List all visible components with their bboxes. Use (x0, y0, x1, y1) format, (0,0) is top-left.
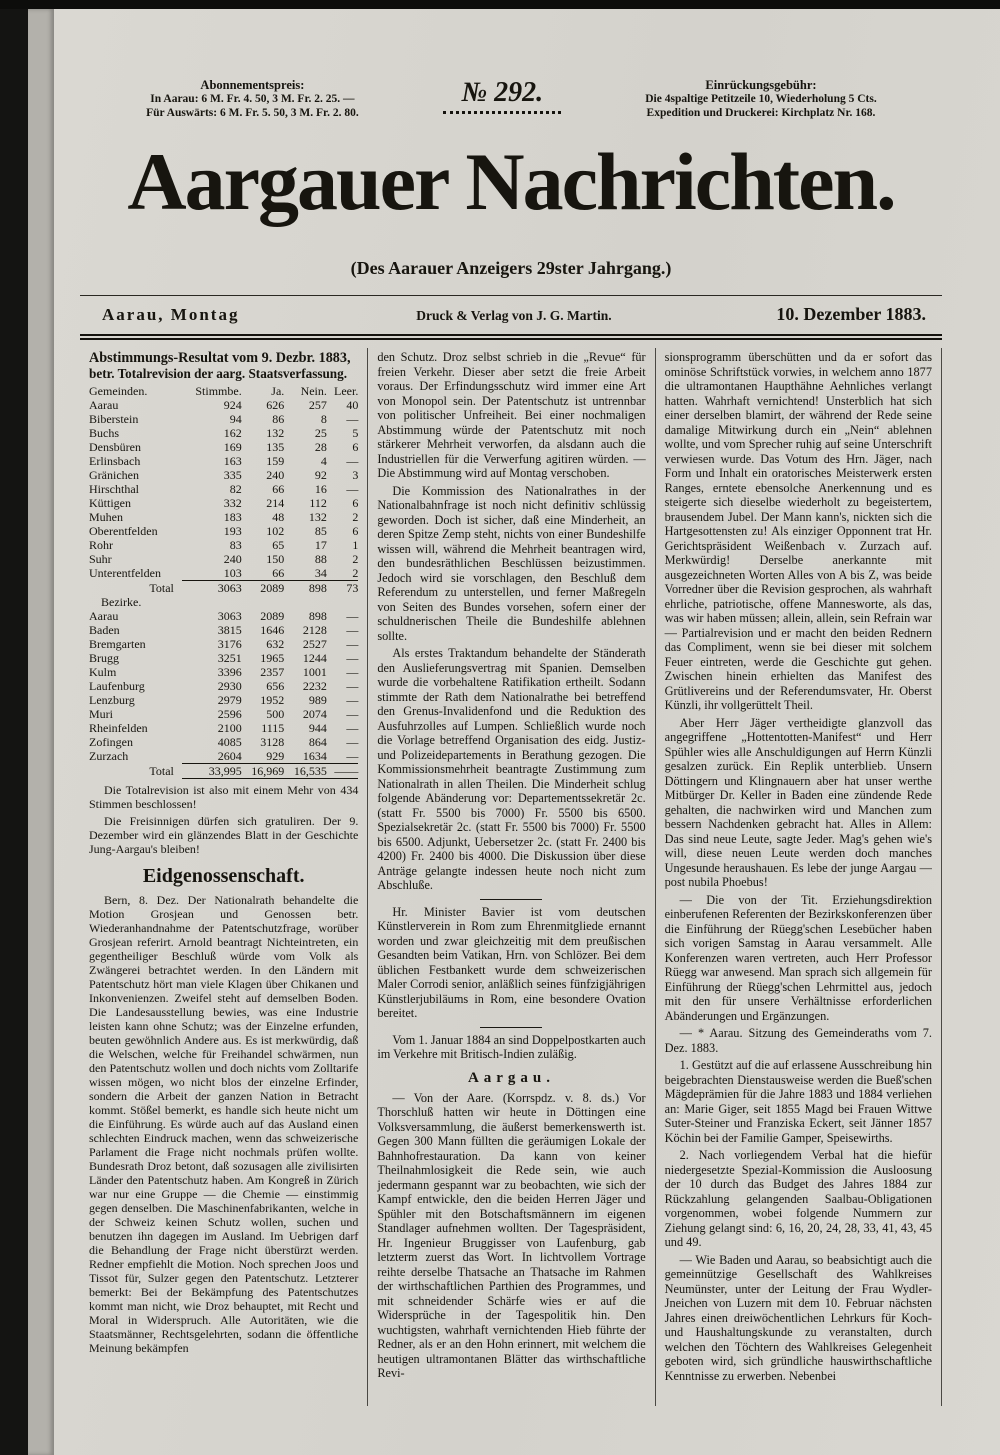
cell-value: 16,969 (242, 764, 285, 779)
cell-value: 4 (320, 454, 327, 468)
cell-value: 102 (266, 524, 285, 538)
cell-value: 500 (266, 707, 285, 721)
cell-value: 135 (266, 440, 285, 454)
cell-value: 2232 (302, 679, 327, 693)
cell-label: Rheinfelden (89, 721, 148, 735)
group-label: Bezirke. (101, 595, 142, 609)
cell-label: Rohr (89, 538, 113, 552)
insertion-fee-line: Die 4spaltige Petitzeile 10, Wiederholung 5 Cts. (645, 93, 877, 105)
cell-value: 2930 (217, 679, 242, 693)
cell-value: 4085 (217, 735, 242, 749)
cell-value: 48 (272, 510, 285, 524)
paragraph: den Schutz. Droz selbst schrieb in die „Revue“ für freien Verkehr. Dieser aber setzt die freie Arbeit voraus. Der Erfindungsschutz wird immer eine Art von Monopol sein. Der Patentschutz ist untrennbar von politischer Unfreiheit. Bei einer nochmaligen Abstimmung würde der Patentschutz mit noch stärkerer Mehrheit verworfen, da alsdann auch die Industriellen für die Verwerfung agitiren würden. — Die Abstimmung wird auf Montag verschoben. (377, 350, 646, 480)
cell-value: 2074 (302, 707, 327, 721)
cell-label: Oberentfelden (89, 524, 158, 538)
table-row (89, 651, 358, 665)
total-row (89, 764, 358, 779)
cell-label: Muhen (89, 510, 123, 524)
paragraph: sionsprogramm überschütten und da er sofort das ominöse Schriftstück vorwies, in welchem anno 1877 die ultramontanen Haupthähne Aehnliches verlangt hatten. Wahrhaft vernichtend! Unsterblich hat sich einer derselben blamirt, der während der Rede seine damalige Mitwirkung durch ein „Nein“ ablehnen wollte, und vom Sprecher ruhig auf seine Unterschrift verwiesen wurde. Das Votum des Hrn. Jäger, nach Form und Inhalt ein oratorisches Meisterwerk ersten Ranges, erntete ebensolche Anerkennung und es steigerte sich dieselbe wiederholt zu begeistertem, brausendem Jubel. Der Mann kann's, nickten sich die Hartgesottensten zu! Als einziger Opponnent trat Hr. Gerichtspräsident Weißenbach v. Zurzach auf. Merkwürdig! Derselbe anerkannte mit ausgezeichneten Worten Alles von A bis Z, was beide Vorredner über die Revision gesprochen, als wahrhaft ehrliche, patriotische, offene Mannesworte, als das, was wir haben müssen; allein, allein, sein Refrain war — Partialrevision und er macht den beiden Rednern das Compliment, wenn sie bei dieser mit solchem Feuer eintreten, werde die Geschichte gut gehen. Zwischen hinein erhielten das Manifest des Grütlivereins und der Referendumsvater, Hr. Oberst Künzli, ihr vollgerüttelt Theil. (664, 350, 932, 712)
cell-value: 1952 (260, 693, 285, 707)
cell-value: 83 (229, 538, 242, 552)
table-row (89, 482, 358, 496)
cell-value: 3 (352, 468, 359, 482)
cell-value: 3063 (217, 609, 242, 623)
subscription-line: In Aarau: 6 M. Fr. 4. 50, 3 M. Fr. 2. 25. — (150, 93, 355, 105)
cell-value: 159 (266, 454, 285, 468)
cell-value: 2089 (242, 581, 285, 596)
subscription-block (80, 78, 425, 120)
column-header: Ja. (271, 384, 285, 398)
group-label-row (89, 595, 358, 609)
cell-value: 656 (266, 679, 285, 693)
cell-value: 33,995 (182, 764, 242, 779)
cell-value: — (346, 679, 359, 693)
table-subtitle: betr. Totalrevision der aarg. Staatsverfassung. (89, 366, 348, 381)
table-row (89, 665, 358, 679)
cell-value: — (346, 623, 359, 637)
cell-label: Buchs (89, 426, 119, 440)
column-header: Nein. (300, 384, 327, 398)
insertion-fee-block (580, 78, 942, 120)
subscription-line: Für Auswärts: 6 M. Fr. 5. 50, 3 M. Fr. 2. 80. (146, 107, 359, 119)
cell-value: 3128 (260, 735, 285, 749)
cell-value: 162 (223, 426, 242, 440)
cell-value: — (346, 482, 359, 496)
table-row (89, 623, 358, 637)
cell-label: Lenzburg (89, 693, 135, 707)
cell-value: 929 (266, 749, 285, 763)
cell-value: 3176 (217, 637, 242, 651)
results-grid (89, 384, 358, 779)
cell-value: 150 (266, 552, 285, 566)
table-row (89, 679, 358, 693)
cell-value: 240 (223, 552, 242, 566)
cell-value: — (346, 735, 359, 749)
cell-value: 2596 (217, 707, 242, 721)
cell-value: 28 (314, 440, 327, 454)
newspaper-title: Aargauer Nachrichten. (127, 136, 895, 227)
cell-value: 240 (266, 468, 285, 482)
paragraph: — Von der Aare. (Korrspdz. v. 8. ds.) Vor Thorschluß hatten wir heute in Döttingen eine Volksversammlung, die äußerst bemerkenswerth ist. Gegen 300 Mann füllten die geräumigen Lokale der Bahnhofrestauration. Da kann von keiner Theilnahmlosigkeit die Rede sein, wie auch jedermann gespannt war zu beobachten, wie sich der Kampf entwickle, den die beiden Herren Jäger und Spühler mit den Botschaftsmännern im eigenen Standlager aufnehmen wollten. Der Tagespräsident, Hr. Ingenieur Bruggisser von Laufenburg, gab letzterm zuerst das Wort. In lichtvollem Vortrage reihte derselbe Thatsache an Thatsache im Rahmen der wirthschaftlichen Parthien des Programmes, und mit schneidender Schärfe wies er auf die Widersprüche in der Tagespolitik hin. Den wuchtigsten, wahrhaft vernichtenden Hieb führte der Redner, als er an den Hohn erinnert, mit welchem die heutigen ultramontanen Blätter das wirthschaftliche Revi- (377, 1090, 646, 1380)
table-row (89, 552, 358, 566)
cell-value: 65 (272, 538, 285, 552)
column-3 (655, 348, 942, 1406)
cell-label: Densbüren (89, 440, 141, 454)
cell-label: Baden (89, 623, 120, 637)
cell-value: 944 (308, 721, 327, 735)
cell-value: 2604 (217, 749, 242, 763)
table-row (89, 749, 358, 764)
cell-value: 3396 (217, 665, 242, 679)
cell-value: — (346, 609, 359, 623)
table-row (89, 735, 358, 749)
cell-value: 1001 (302, 665, 327, 679)
table-row (89, 468, 358, 482)
cell-value: 626 (266, 398, 285, 412)
cell-value: 214 (266, 496, 285, 510)
section-heading-aargau: Aargau. (467, 1069, 556, 1086)
paragraph: Vom 1. Januar 1884 an sind Doppelpostkarten auch im Verkehre mit Britisch-Indien zuläßig. (377, 1032, 646, 1061)
cell-value: 2 (352, 552, 359, 566)
cell-label: Laufenburg (89, 679, 145, 693)
cell-value: 2 (352, 510, 359, 524)
cell-value: 2128 (302, 623, 327, 637)
cell-value: 66 (272, 482, 285, 496)
cell-label: Aarau (89, 398, 119, 412)
column-header: Leer. (334, 384, 359, 398)
cell-label: Muri (89, 707, 113, 721)
cell-label: Gränichen (89, 468, 139, 482)
scan-page-edge (28, 9, 54, 1455)
scan-top-edge (0, 0, 1000, 9)
cell-value: 17 (314, 538, 327, 552)
paragraph: Die Totalrevision ist also mit einem Mehr von 434 Stimmen beschlossen! (89, 783, 359, 811)
dateline (80, 295, 942, 340)
table-row (89, 426, 358, 440)
cell-value: 2 (352, 566, 359, 580)
paragraph: Die Freisinnigen dürfen sich gratuliren. Der 9. Dezember wird ein glänzendes Blatt in der Geschichte Jung-Aargau's bleiben! (89, 814, 359, 856)
cell-value: 2089 (260, 609, 285, 623)
cell-value: 92 (314, 468, 327, 482)
cell-value: 66 (272, 566, 285, 580)
section-heading-eidgenossenschaft: Eidgenossenschaft. (142, 865, 305, 887)
cell-label: Brugg (89, 651, 119, 665)
cell-value: — (346, 693, 359, 707)
issue-block (425, 78, 580, 114)
cell-value: 94 (229, 412, 242, 426)
cell-value: — (346, 721, 359, 735)
cell-value: —— (327, 764, 358, 779)
cell-value: 88 (314, 552, 327, 566)
cell-value: 16 (314, 482, 327, 496)
cell-label: Total (149, 764, 174, 778)
cell-label: Kulm (89, 665, 117, 679)
cell-value: 864 (308, 735, 327, 749)
cell-label: Total (149, 580, 174, 595)
table-title: Abstimmungs-Resultat vom 9. Dezbr. 1883, (89, 350, 351, 366)
dateline-place: Aarau, Montag (102, 305, 240, 324)
cell-value: 898 (284, 581, 327, 596)
table-row (89, 412, 358, 426)
table-row (89, 510, 358, 524)
cell-value: — (346, 651, 359, 665)
cell-value: 6 (352, 496, 359, 510)
paragraph: — Wie Baden und Aarau, so beabsichtigt auch die gemeinnützige Gesellschaft des Wahlkreises Neumünster, unter der Leitung der Frau Wydler-Jneichen von Luzern mit dem 10. Februar nächsten Jahres einen dreiwöchentlichen Lehrkurs für Koch- und Haushaltungskunde zu veranstalten, durch welchen den Töchtern des Wahlkreises Gelegenheit geboten wird, sich gründliche hauswirthschaftliche Kenntnisse zu erwerben. Nebenbei (664, 1252, 932, 1383)
cell-label: Küttigen (89, 496, 131, 510)
cell-label: Bremgarten (89, 637, 146, 651)
cell-value: 1965 (260, 651, 285, 665)
cell-value: 163 (223, 454, 242, 468)
paragraph: Die Kommission des Nationalrathes in der Nationalbahnfrage ist noch nicht definitiv schlüssig geworden. Doch ist sicher, daß eine Minderheit, an deren Spitze Zemp steht, nichts von einer Bundeshilfe wissen will, während die Mehrheit beantragen wird, den bundesräthlichen Beschlüssen beizustimmen. Jedoch wird sie vorschlagen, den Beschluß dem Referendum zu unterstellen, und ferner Maßregeln von Seiten des Bundes vorsehen, sofern einer der schuldnerischen Theile die Bundeshilfe ablehnen sollte. (377, 483, 646, 643)
table-row (89, 440, 358, 454)
paragraph: — * Aarau. Sitzung des Gemeinderaths vom 7. Dez. 1883. (664, 1026, 932, 1055)
table-row (89, 538, 358, 552)
cell-value: 3063 (182, 581, 242, 596)
header-row (89, 384, 358, 398)
cell-value: 103 (223, 566, 242, 580)
cell-value: 3251 (217, 651, 242, 665)
separator-rule (480, 899, 542, 900)
cell-value: 73 (327, 581, 358, 596)
paragraph: Bern, 8. Dez. Der Nationalrath behandelte die Motion Grosjean und Genossen betr. Wiederanhandnahme der Patentschutzfrage, worüber Grosjean referirt. Arnold beantragt Nichteintreten, ein gegentheiliger Beschluß würde vom Volk als Zwängerei betrachtet werden. In den Ländern mit Patentschutz hört man viele Klagen über Chikanen und Inkonvenienzen. Zweifel steht auf demselben Boden. Die Landesausstellung bewies, was eine Industrie leisten kann ohne Schutz; was der Einzelne erfunden, beuten gewöhnlich Andere aus. Es ist merkwürdig, daß die Welschen, welche für Freihandel schwärmen, nun den Patentschutz wollen und doch nichts vom Zolltarife wissen mögen, wo nicht blos der einzelne Erfinder, sondern die Arbeit der ganzen Nation in Betracht kommt. Stößel bemerkt, es handle sich heute nicht um die Einführung. Es würde auch auf das Ausland einen schlechten Eindruck machen, wenn das schweizerische Parlament die Frage nicht nochmals prüfen wollte. Bundesrath Droz betont, daß sozusagen alle zivilisirten Länder den Patentschutz haben. Am Kongreß in Zürich war nur eine Gruppe — die Chemie — einstimmig gegen denselben. Die Maschinenfabrikanten, welche in der Schweiz keinen Schutz wollen, suchen und benutzen ihn dagegen im Ausland. Im Uebrigen darf die Behandlung der Frage nicht überstürzt werden. Redner empfiehlt die Motion. Noch sprechen Joos und Tissot für, Sulzer gegen den Patentschutz. Letzterer bemerkt: Bei der Bekämpfung des Patentschutzes kommt man nicht, wie Droz behauptet, mit Recht und Moral in Widerspruch. Alle Autoritäten, wie die Staatsmänner, Rechtsgelehrten, sodann die öffentliche Meinung bekämpfen (89, 893, 359, 1355)
table-row (89, 707, 358, 721)
dateline-publisher: Druck & Verlag von J. G. Martin. (416, 308, 612, 323)
table-row (89, 496, 358, 510)
cell-value: — (346, 749, 359, 763)
issue-ornament-rule (443, 111, 561, 114)
cell-value: — (346, 454, 359, 468)
cell-value: — (346, 412, 359, 426)
cell-value: — (346, 665, 359, 679)
cell-value: 332 (223, 496, 242, 510)
table-row (89, 637, 358, 651)
column-header: Stimmbe. (195, 384, 242, 398)
cell-value: 169 (223, 440, 242, 454)
total-row (89, 581, 358, 596)
table-row (89, 566, 358, 581)
table-row (89, 398, 358, 412)
cell-value: 82 (229, 482, 242, 496)
cell-value: 6 (352, 440, 359, 454)
cell-label: Hirschthal (89, 482, 139, 496)
cell-value: 2527 (302, 637, 327, 651)
cell-value: 924 (223, 398, 242, 412)
cell-value: 16,535 (284, 764, 327, 779)
cell-value: 6 (352, 524, 359, 538)
table-row (89, 524, 358, 538)
cell-value: 183 (223, 510, 242, 524)
cell-value: 3815 (217, 623, 242, 637)
cell-value: 40 (346, 398, 359, 412)
cell-value: 193 (223, 524, 242, 538)
cell-value: 34 (314, 566, 327, 580)
insertion-fee-line: Expedition und Druckerei: Kirchplatz Nr. 168. (646, 107, 876, 119)
cell-label: Zofingen (89, 735, 133, 749)
cell-value: 335 (223, 468, 242, 482)
cell-value: 112 (309, 496, 327, 510)
table-row (89, 693, 358, 707)
cell-label: Zurzach (89, 749, 129, 764)
paragraph: — Die von der Tit. Erziehungsdirektion einberufenen Referenten der Bezirkskonferenzen über die Einführung der Rüegg'schen Lesebücher haben sich vorigen Samstag in Aarau versammelt. Alle Konferenzen waren vertreten, auch Herr Professor Rüegg war anwesend. Man sprach sich allgemein für Einführung der Rüegg'schen Lehrmittel aus, jedoch mit den für unsere Verhältnisse erforderlichen Abänderungen und Ergänzungen. (664, 892, 932, 1023)
table-row (89, 609, 358, 623)
cell-value: 1 (352, 538, 359, 552)
newspaper-subtitle: (Des Aarauer Anzeigers 29ster Jahrgang.) (350, 258, 672, 278)
body-columns (80, 348, 942, 1406)
cell-value: 1646 (260, 623, 285, 637)
cell-label: Aarau (89, 609, 119, 623)
cell-value: 8 (320, 412, 327, 426)
paragraph: 2. Nach vorliegendem Verbal hat die hiefür niedergesetzte Spezial-Kommission die Ausloosung der 10 durch das Budget des Jahres 1884 zur Rückzahlung gelangenden Saalbau-Obligationen vorgenommen, wobei folgende Nummern zur Ziehung gelangt sind: 6, 16, 20, 24, 28, 33, 41, 43, 45 und 49. (664, 1148, 932, 1249)
insertion-fee-heading: Einrückungsgebühr: (705, 78, 817, 92)
column-2 (367, 348, 654, 1406)
cell-value: — (346, 637, 359, 651)
dateline-date: 10. Dezember 1883. (776, 304, 926, 324)
paragraph: Hr. Minister Bavier ist vom deutschen Künstlerverein in Rom zum Ehrenmitgliede ernannt worden und zwar gleichzeitig mit dem preußischen Gesandten beim Vatikan, Hrn. von Schlözer. Bei dem üblichen Festbankett wurde dem schweizerischen Maler Corrodi senior, anläßlich seines fünfzigjährigen Künstlerjubiläums in Rom, eine besondere Ovation bereitet. (377, 904, 646, 1020)
separator-rule (480, 1027, 542, 1028)
paragraph: 1. Gestützt auf die auf erlassene Ausschreibung hin beigebrachten Dienstausweise werden die Bueß'schen Mägdeprämien für die Jahre 1883 und 1884 verliehen an: Marie Giger, seit 1855 Magd bei Frauen Wittwe Suter-Steiner und Franziska Eckert, seit Jänner 1857 Köchin bei der Familie Gamper, Speisewirths. (664, 1058, 932, 1145)
cell-value: 1115 (261, 721, 285, 735)
cell-value: 257 (308, 398, 327, 412)
cell-label: Suhr (89, 552, 112, 566)
cell-value: 132 (266, 426, 285, 440)
cell-value: 898 (308, 609, 327, 623)
subscription-heading: Abonnementspreis: (200, 78, 305, 92)
vote-results-table (89, 350, 358, 779)
column-header: Gemeinden. (89, 384, 148, 398)
column-1 (80, 348, 367, 1406)
cell-value: 132 (308, 510, 327, 524)
table-row (89, 721, 358, 735)
cell-value: — (346, 707, 359, 721)
cell-value: 25 (314, 426, 327, 440)
cell-value: 632 (266, 637, 285, 651)
cell-label: Unterentfelden (89, 566, 161, 581)
cell-value: 1244 (302, 651, 327, 665)
cell-value: 85 (314, 524, 327, 538)
paragraph: Aber Herr Jäger vertheidigte glanzvoll das angegriffene „Hottentotten-Manifest“ und Herr Spühler wies alle Anschuldigungen auf Herrn Künzli gesalzen zurück. Ein Replik unterblieb. Unsern Döttingern und Klingnauern aber hat unser werthe Mitbürger Dr. Keller in Baden eine zündende Rede gehalten, die nachwirken wird und Manchen zum bessern Nachdenken gebracht hat. Alles in Allem: Das sind neue Leute, sagte Jeder. Mag's gehen wie's will, diese neuen Leute werden doch manches Ungesunde heraushauen. Es lebe der junge Aargau — post nubila Phoebus! (664, 715, 932, 889)
cell-value: 2100 (217, 721, 242, 735)
masthead (80, 9, 942, 120)
paragraph: Als erstes Traktandum behandelte der Ständerath den Auslieferungsvertrag mit Spanien. Demselben wurde die vorbehaltene Ratifikation ertheilt. Sodann stimmte der Rath dem Nationalrathe bei betreffend den Grenus-Invalidenfond und die Reduktion des Ausfuhrzolles auf Lumpen. Schließlich wurde noch die Vorlage betreffend Organisation des eidg. Justiz- und Polizeidepartements in Berathung gezogen. Die Kommissionsmehrheit beantragte Zustimmung zum Nationalrath in allen Theilen. Die Minderheit schlug folgende Abänderung vor: Departementssekretär 2c. (statt Fr. 5500 bis 7000) Fr. 5500 bis 6500. Spezialsekretär 2c. (statt Fr. 5500 bis 7000) Fr. 5500 bis 6500. Adjunkt, Uebersetzer 2c. (statt Fr. 2400 bis 4200) Fr. 2400 bis 4000. Die Diskussion über diese Anträge gelangte indessen heute noch nicht zum Abschluße. (377, 646, 646, 892)
cell-value: 1634 (302, 749, 327, 763)
cell-value: 2357 (260, 665, 285, 679)
cell-value: 989 (308, 693, 327, 707)
cell-value: 2979 (217, 693, 242, 707)
newspaper-page (54, 9, 1000, 1455)
cell-value: 86 (272, 412, 285, 426)
cell-value: 5 (352, 426, 359, 440)
cell-label: Biberstein (89, 412, 139, 426)
issue-number: № 292. (461, 77, 544, 108)
cell-label: Erlinsbach (89, 454, 141, 468)
table-row (89, 454, 358, 468)
